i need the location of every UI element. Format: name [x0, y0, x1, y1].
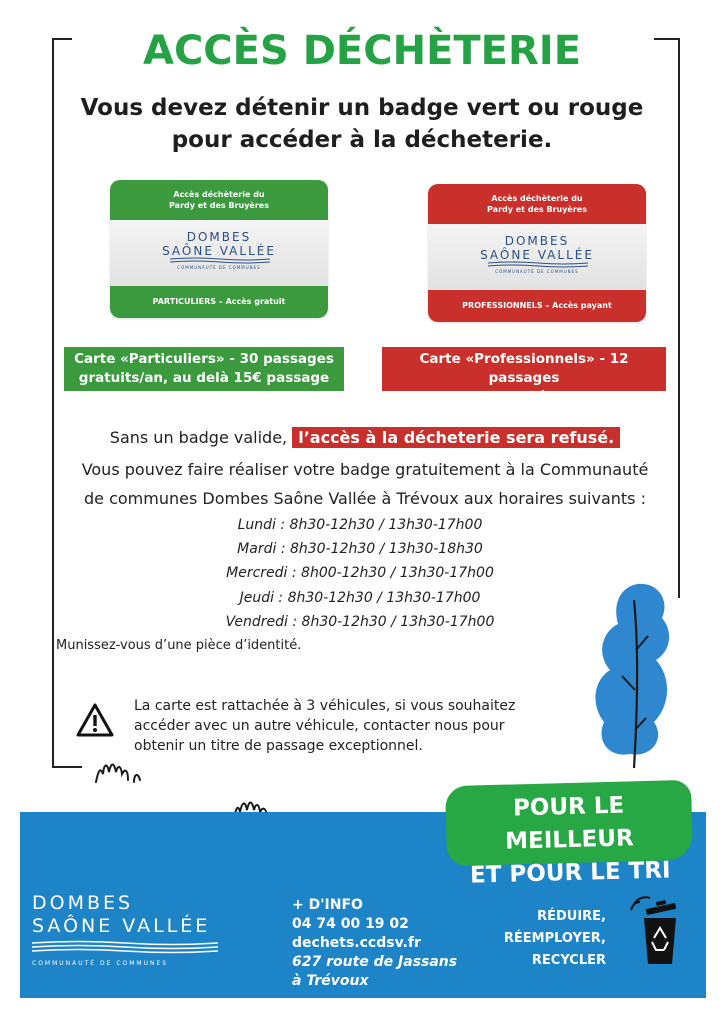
badge-red-card	[428, 184, 646, 322]
caption-line-1: Carte «Particuliers» - 30 passages	[74, 351, 334, 367]
rrr-line-1: RÉDUIRE,	[537, 909, 606, 924]
footer-info	[292, 896, 457, 991]
notice-line-2: Vous pouvez faire réaliser votre badge gratuitement à la Communauté	[81, 460, 649, 479]
subtitle	[60, 92, 664, 156]
card-header-line-2: Pardy et des Bruyères	[487, 205, 587, 214]
card-header-line-1: Accès déchèterie du	[173, 190, 265, 199]
card-header	[110, 180, 328, 220]
grass-doodle-icon	[94, 758, 144, 784]
logo-waves-icon	[488, 261, 588, 269]
info-phone: 04 74 00 19 02	[292, 916, 409, 932]
caption-line-2: payants/an, au delà 20€ passage supp.	[398, 389, 650, 424]
notice-line-3: de communes Dombes Saône Vallée à Trévoux aux horaires suivants :	[83, 489, 646, 508]
card-logo-line-1: DOMBES	[186, 230, 252, 244]
card-logo-sub: COMMUNAUTÉ DE COMMUNES	[495, 269, 579, 274]
hours-wednesday: Mercredi : 8h00-12h30 / 13h30-17h00	[226, 565, 494, 581]
info-address-2: à Trévoux	[292, 973, 369, 989]
badge-green-card	[110, 180, 328, 318]
warning-text	[134, 696, 544, 756]
subtitle-line-1: Vous devez détenir un badge vert ou rouge	[80, 95, 644, 121]
notice-line-1	[40, 428, 690, 447]
rrr-line-2: RÉEMPLOYER,	[503, 931, 606, 946]
card-footer: PROFESSIONNELS – Accès payant	[428, 290, 646, 322]
caption-line-1: Carte «Professionnels» - 12 passages	[419, 351, 629, 386]
card-header-line-2: Pardy et des Bruyères	[169, 201, 269, 210]
info-address-1: 627 route de Jassans	[292, 954, 458, 970]
card-logo	[110, 230, 328, 258]
card-logo-sub: COMMUNAUTÉ DE COMMUNES	[177, 265, 261, 270]
card-header	[428, 184, 646, 224]
brand-sub: COMMUNAUTÉ DE COMMUNES	[32, 960, 169, 967]
card-logo	[428, 234, 646, 262]
caption-professionnels	[382, 347, 666, 424]
warning-triangle-icon	[76, 702, 114, 738]
warning-line-2: accéder avec un autre véhicule, contacter nous pour	[134, 718, 505, 734]
card-logo-line-2: SAÔNE VALLÉE	[480, 248, 594, 262]
frame-bottom-left	[52, 766, 82, 768]
reduce-reuse-recycle	[470, 906, 606, 972]
brand-line-1: DOMBES	[32, 892, 134, 914]
card-logo-line-1: DOMBES	[504, 234, 570, 248]
caption-particuliers	[64, 347, 344, 405]
page-title: ACCÈS DÉCHÈTERIE	[142, 28, 582, 74]
recycling-bin-icon	[628, 894, 686, 972]
hours-friday: Vendredi : 8h30-12h30 / 13h30-17h00	[225, 614, 495, 630]
hours-tuesday: Mardi : 8h30-12h30 / 13h30-18h30	[237, 541, 483, 557]
slogan-line-2: ET POUR LE TRI	[469, 857, 671, 889]
id-note: Munissez-vous d’une pièce d’identité.	[56, 638, 302, 653]
notice-prefix: Sans un badge valide,	[109, 428, 288, 447]
card-logo-area	[110, 220, 328, 286]
frame-right	[678, 38, 680, 598]
hours-thursday: Jeudi : 8h30-12h30 / 13h30-17h00	[239, 590, 481, 606]
logo-waves-icon	[170, 257, 270, 265]
brand-waves-icon	[32, 940, 218, 954]
warning-line-1: La carte est rattachée à 3 véhicules, si vous souhaitez	[134, 698, 516, 714]
slogan-line-1: POUR LE MEILLEUR	[504, 792, 635, 855]
info-title: + D'INFO	[292, 897, 363, 913]
footer-brand	[32, 892, 210, 938]
tree-illustration	[588, 580, 678, 770]
card-header-line-1: Accès déchèterie du	[491, 194, 583, 203]
brand-line-2: SAÔNE VALLÉE	[32, 915, 211, 937]
notice-refused: l’accès à la décheterie sera refusé.	[292, 427, 620, 448]
frame-left	[52, 38, 54, 768]
card-logo-line-2: SAÔNE VALLÉE	[162, 244, 276, 258]
hours-monday: Lundi : 8h30-12h30 / 13h30-17h00	[237, 517, 483, 533]
rrr-line-3: RECYCLER	[531, 953, 606, 968]
info-email: dechets.ccdsv.fr	[292, 935, 421, 951]
slogan-badge	[445, 780, 693, 889]
card-footer: PARTICULIERS – Accès gratuit	[110, 286, 328, 318]
card-logo-area	[428, 224, 646, 290]
warning-line-3: obtenir un titre de passage exceptionnel.	[134, 738, 423, 754]
subtitle-line-2: pour accéder à la décheterie.	[171, 127, 553, 153]
caption-line-2: gratuits/an, au delà 15€ passage supp.	[78, 370, 330, 405]
